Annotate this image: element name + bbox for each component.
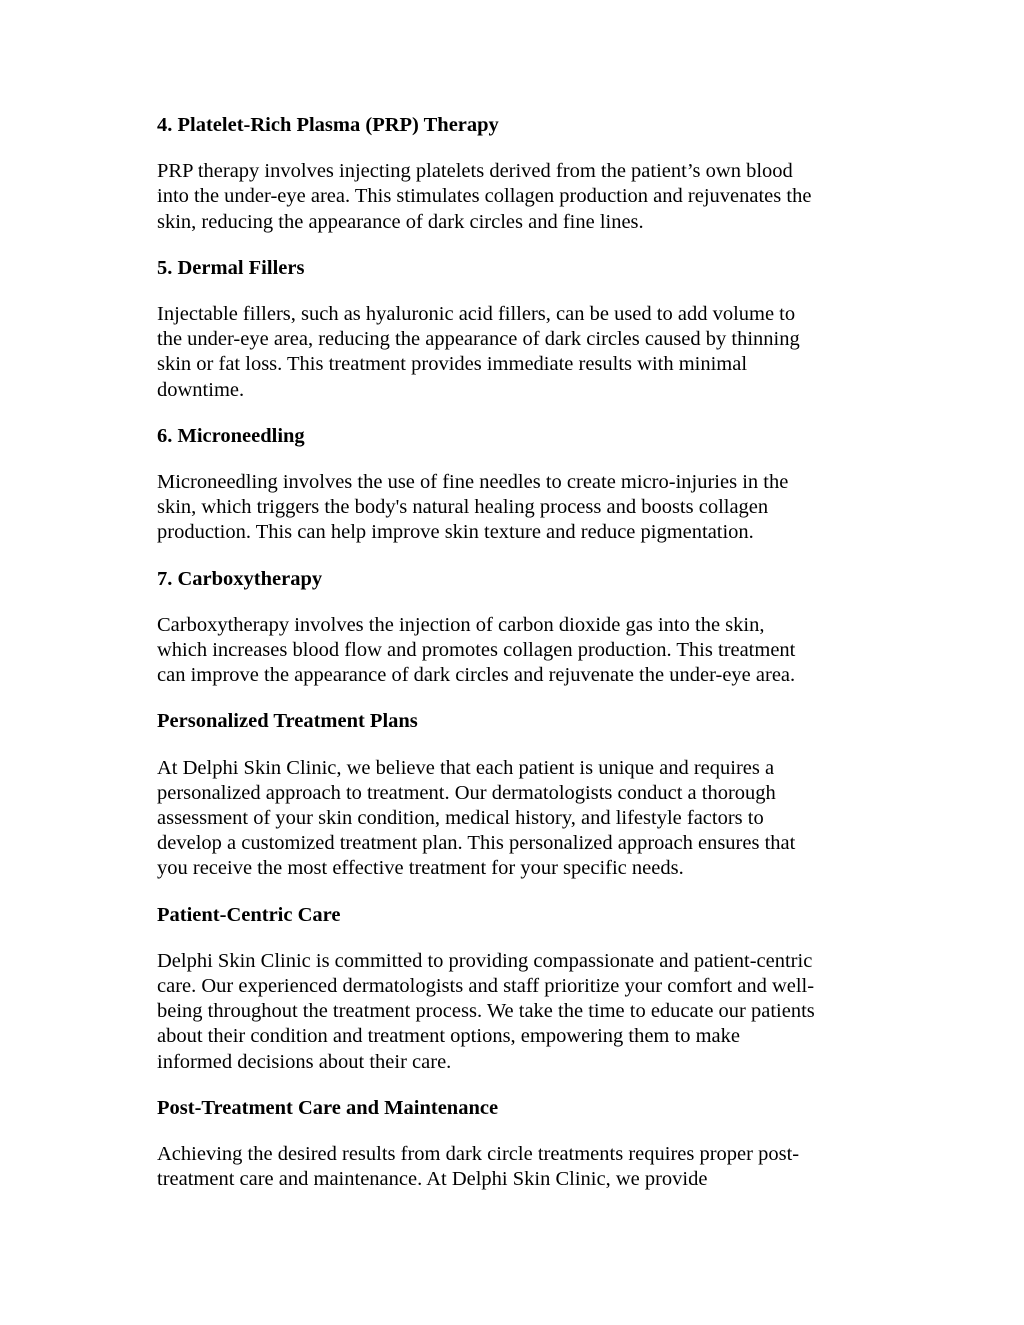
paragraph-line: which increases blood flow and promotes collagen production. This treatment — [157, 639, 796, 662]
paragraph-line: Injectable fillers, such as hyaluronic acid fillers, can be used to add volume to — [157, 303, 796, 326]
document-page — [157, 113, 872, 1214]
paragraph-line: assessment of your skin condition, medical history, and lifestyle factors to — [157, 807, 764, 830]
paragraph-line: being throughout the treatment process. We take the time to educate our patients — [157, 1000, 815, 1023]
section-heading: 5. Dermal Fillers — [157, 256, 305, 279]
paragraph-line: At Delphi Skin Clinic, we believe that each patient is unique and requires a — [157, 756, 775, 779]
paragraph-line: Delphi Skin Clinic is committed to providing compassionate and patient-centric — [157, 949, 813, 972]
section-paragraph — [157, 470, 872, 546]
paragraph-line: skin, reducing the appearance of dark circles and fine lines. — [157, 210, 644, 233]
section-personalized-treatment-plans — [157, 709, 872, 881]
paragraph-line: skin, which triggers the body's natural healing process and boosts collagen — [157, 496, 769, 519]
section-patient-centric-care — [157, 903, 872, 1075]
section-paragraph — [157, 613, 872, 689]
paragraph-line: PRP therapy involves injecting platelets derived from the patient’s own blood — [157, 160, 793, 183]
section-dermal-fillers — [157, 256, 872, 403]
paragraph-line: the under-eye area, reducing the appearance of dark circles caused by thinning — [157, 328, 800, 351]
section-heading: 7. Carboxytherapy — [157, 567, 323, 590]
paragraph-line: informed decisions about their care. — [157, 1050, 452, 1073]
section-paragraph — [157, 756, 872, 882]
paragraph-line: Achieving the desired results from dark circle treatments requires proper post- — [157, 1143, 800, 1166]
paragraph-line: production. This can help improve skin texture and reduce pigmentation. — [157, 521, 754, 544]
paragraph-line: downtime. — [157, 378, 245, 401]
paragraph-line: can improve the appearance of dark circles and rejuvenate the under-eye area. — [157, 664, 796, 687]
paragraph-line: about their condition and treatment options, empowering them to make — [157, 1025, 740, 1048]
paragraph-line: care. Our experienced dermatologists and staff prioritize your comfort and well- — [157, 975, 815, 998]
paragraph-line: develop a customized treatment plan. This personalized approach ensures that — [157, 832, 796, 855]
paragraph-line: you receive the most effective treatment for your specific needs. — [157, 857, 684, 880]
paragraph-line: Carboxytherapy involves the injection of carbon dioxide gas into the skin, — [157, 613, 765, 636]
section-heading: Post-Treatment Care and Maintenance — [157, 1096, 499, 1119]
section-heading: 6. Microneedling — [157, 424, 305, 447]
section-heading: 4. Platelet-Rich Plasma (PRP) Therapy — [157, 114, 499, 136]
paragraph-line: Microneedling involves the use of fine needles to create micro-injuries in the — [157, 471, 789, 494]
section-microneedling — [157, 424, 872, 546]
section-paragraph — [157, 302, 872, 403]
paragraph-line: treatment care and maintenance. At Delphi Skin Clinic, we provide — [157, 1168, 708, 1191]
section-prp-therapy — [157, 113, 872, 235]
paragraph-line: skin or fat loss. This treatment provides immediate results with minimal — [157, 353, 748, 376]
section-heading: Personalized Treatment Plans — [157, 710, 418, 733]
section-carboxytherapy — [157, 567, 872, 689]
section-paragraph — [157, 159, 872, 235]
section-heading: Patient-Centric Care — [157, 903, 341, 926]
paragraph-line: into the under-eye area. This stimulates collagen production and rejuvenates the — [157, 185, 812, 208]
section-paragraph — [157, 1142, 872, 1192]
paragraph-line: personalized approach to treatment. Our dermatologists conduct a thorough — [157, 781, 776, 804]
section-paragraph — [157, 949, 872, 1075]
section-post-treatment-care — [157, 1096, 872, 1193]
